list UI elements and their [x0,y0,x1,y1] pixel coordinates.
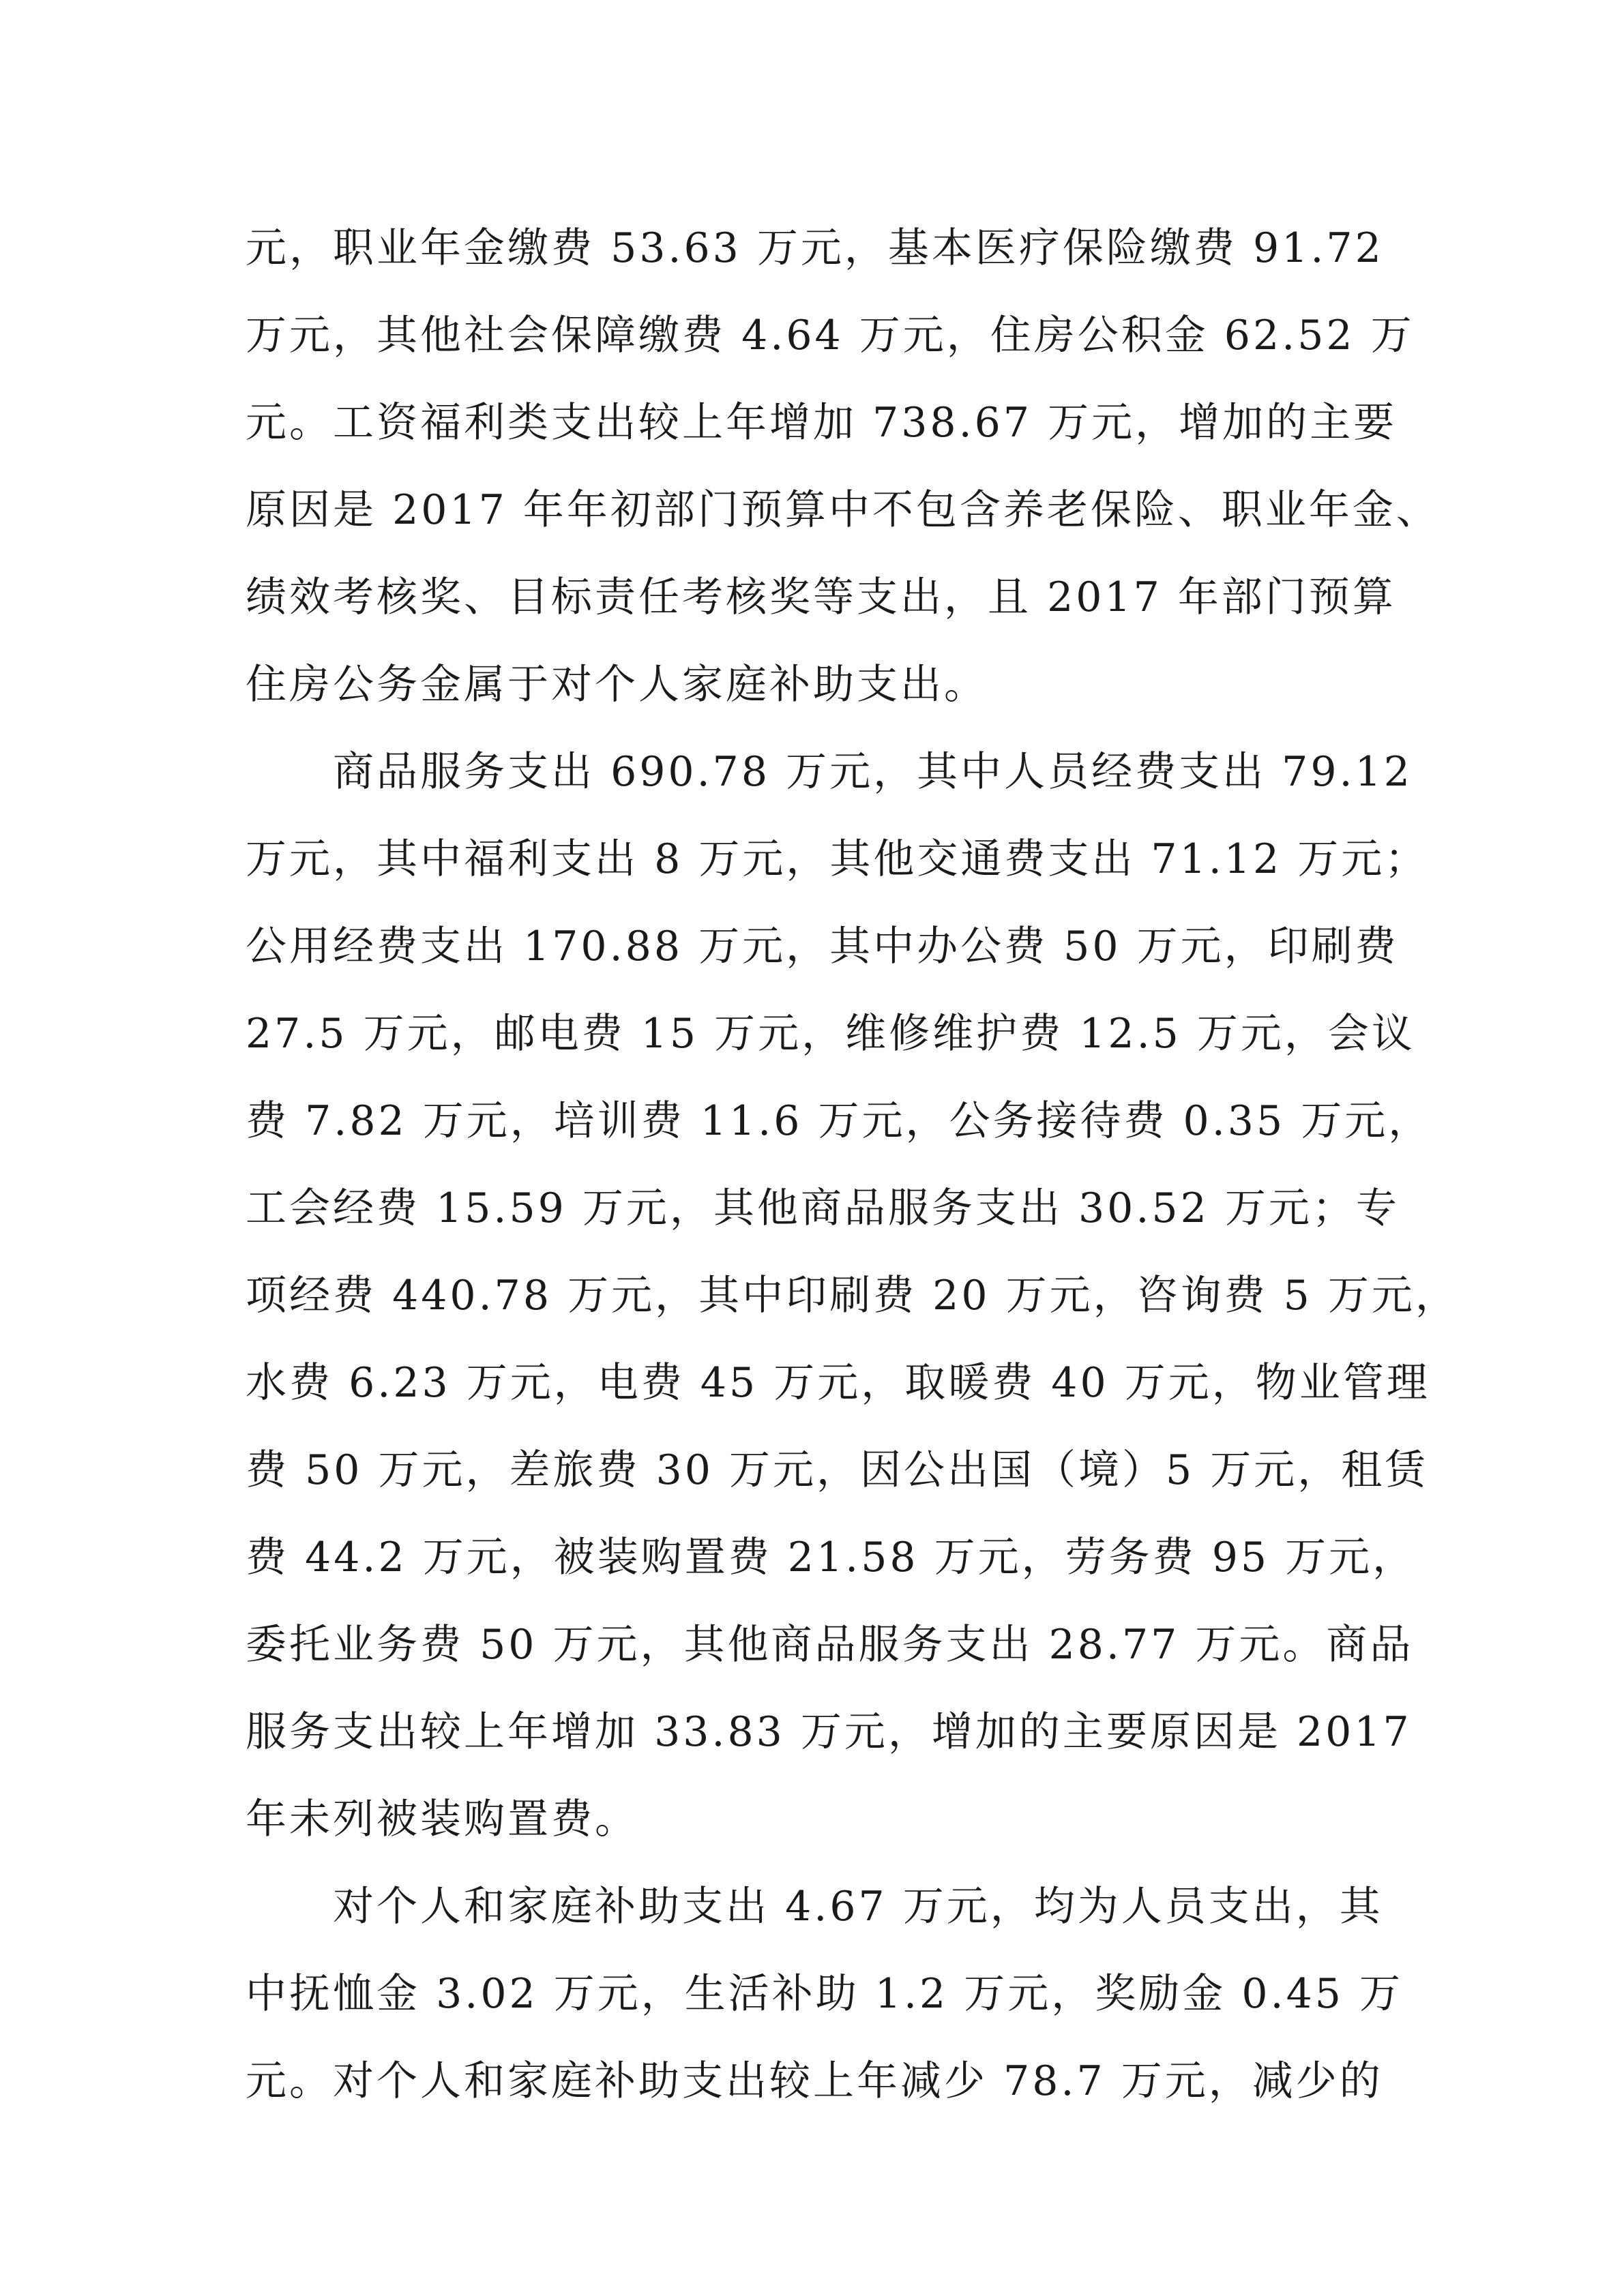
text-line: 水费 6.23 万元，电费 45 万元，取暖费 40 万元，物业管理 [246,1359,1430,1407]
document-body [246,205,1459,2125]
text-line: 费 50 万元，差旅费 30 万元，因公出国（境）5 万元，租赁 [246,1446,1429,1494]
text-line: 中抚恤金 3.02 万元，生活补助 1.2 万元，奖励金 0.45 万 [246,1970,1404,2018]
text-line: 绩效考核奖、目标责任考核奖等支出，且 2017 年部门预算 [246,573,1396,621]
text-line: 住房公务金属于对个人家庭补助支出。 [246,661,988,709]
text-line: 对个人和家庭补助支出 4.67 万元，均为人员支出，其 [246,1883,1383,1930]
text-line: 商品服务支出 690.78 万元，其中人员经费支出 79.12 [246,748,1413,796]
text-line: 服务支出较上年增加 33.83 万元，增加的主要原因是 2017 [246,1708,1412,1756]
text-line: 万元，其中福利支出 8 万元，其他交通费支出 71.12 万元； [246,835,1429,883]
text-line: 万元，其他社会保障缴费 4.64 万元，住房公积金 62.52 万 [246,312,1415,359]
text-line: 委托业务费 50 万元，其他商品服务支出 28.77 万元。商品 [246,1621,1414,1669]
text-line: 元。工资福利类支出较上年增加 738.67 万元，增加的主要 [246,399,1398,447]
text-line: 元。对个人和家庭补助支出较上年减少 78.7 万元，减少的 [246,2057,1383,2105]
paragraph-3 [246,1863,1404,2125]
paragraph-1 [246,205,1440,728]
paragraph-2 [246,728,1459,1863]
text-line: 费 44.2 万元，被装购置费 21.58 万元，劳务费 95 万元， [246,1534,1417,1581]
text-line: 工会经费 15.59 万元，其他商品服务支出 30.52 万元；专 [246,1184,1400,1232]
text-line: 项经费 440.78 万元，其中印刷费 20 万元，咨询费 5 万元， [246,1272,1459,1320]
text-line: 费 7.82 万元，培训费 11.6 万元，公务接待费 0.35 万元， [246,1097,1432,1145]
text-line: 元，职业年金缴费 53.63 万元，基本医疗保险缴费 91.72 [246,224,1384,272]
text-line: 年未列被装购置费。 [246,1795,638,1843]
text-line: 公用经费支出 170.88 万元，其中办公费 50 万元，印刷费 [246,923,1399,970]
text-line: 原因是 2017 年年初部门预算中不包含养老保险、职业年金、 [246,486,1440,534]
text-line: 27.5 万元，邮电费 15 万元，维修维护费 12.5 万元，会议 [246,1010,1415,1058]
